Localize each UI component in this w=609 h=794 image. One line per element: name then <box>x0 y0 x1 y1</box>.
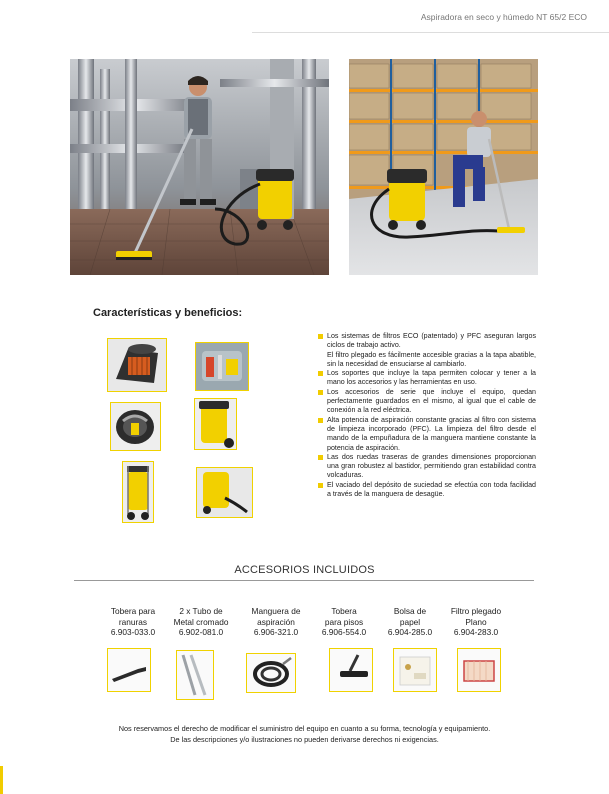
benefit-item: Los soportes que incluye la tapa permiten colocar y tener a la mano los accesorios y las herramientas en uso. <box>318 369 536 388</box>
accessory-code: 6.904-285.0 <box>387 627 433 638</box>
accessory-name-line: Manguera de <box>251 606 301 616</box>
accessory-name-line: para pisos <box>324 616 364 627</box>
benefits-list <box>318 332 536 499</box>
metal-tube-icon <box>176 650 214 700</box>
floor-nozzle-icon <box>329 648 373 692</box>
flat-filter-icon <box>457 648 501 692</box>
thumb-filter-cover <box>107 338 167 392</box>
accessory-code: 6.904-283.0 <box>453 627 499 638</box>
crevice-nozzle-icon <box>107 648 151 692</box>
benefit-item: Los accesorios de serie que incluye el equipo, quedan perfectamente guardados en el mismo, al igual que el cable de conexión a la red eléctrica. <box>318 388 536 416</box>
disclaimer-line: Nos reservamos el derecho de modificar el suministro del equipo en cuanto a su forma, tecnología y equipamiento. <box>118 724 491 733</box>
benefit-item: Las dos ruedas traseras de grandes dimensiones proporcionan una gran robustez al bastidor, permitiendo gran estabilidad contra volcaduras. <box>318 453 536 481</box>
thumb-vacuum-body <box>194 398 237 450</box>
accessory-code: 6.906-554.0 <box>321 627 367 638</box>
bullet-icon <box>318 371 323 376</box>
accessory-flat-filter <box>443 606 509 638</box>
accessory-name-line: Bolsa de <box>393 606 427 616</box>
thumb-rear-wheels <box>122 461 154 523</box>
disclaimer-line: De las descripciones y/o ilustraciones no pueden derivarse derechos ni exigencias. <box>170 734 439 744</box>
benefit-item: El vaciado del depósito de suciedad se efectúa con toda facilidad a través de la manguera de desagüe. <box>318 481 536 500</box>
accessory-name-line: aspiración <box>257 616 295 627</box>
accessory-name-line: Filtro plegado <box>450 606 502 616</box>
accessories-title: ACCESORIOS INCLUIDOS <box>234 564 375 576</box>
factory-photo <box>70 59 329 275</box>
accessory-name-line: Plano <box>465 616 487 627</box>
thumb-lid-holders <box>195 342 249 391</box>
accessory-floor-nozzle <box>311 606 377 638</box>
page-edge-tab <box>0 766 3 794</box>
accessory-name-line: papel <box>399 616 421 627</box>
bullet-icon <box>318 483 323 488</box>
accessory-metal-tube <box>168 606 234 638</box>
accessory-code: 6.906-321.0 <box>253 627 299 638</box>
features-title: Características y beneficios: <box>93 307 243 319</box>
benefit-item-continuation: El filtro plegado es fácilmente accesible gracias a la tapa abatible, sin la necesidad de ensuciarse al cambiarlo. <box>327 350 536 368</box>
accessory-crevice-nozzle <box>100 606 166 638</box>
accessory-paper-bag <box>377 606 443 638</box>
accessory-name-line: Tobera para <box>110 606 156 616</box>
paper-bag-icon <box>393 648 437 692</box>
page-header-title: Aspiradora en seco y húmedo NT 65/2 ECO <box>420 12 587 22</box>
disclaimer <box>0 724 609 745</box>
benefit-item: Los sistemas de filtros ECO (patentado) y PFC aseguran largos ciclos de trabajo activo. <box>318 332 536 351</box>
accessory-name-line: ranuras <box>118 616 148 627</box>
accessory-code: 6.902-081.0 <box>178 627 224 638</box>
warehouse-photo <box>349 59 538 275</box>
thumb-accessory-storage <box>110 402 161 451</box>
bullet-icon <box>318 418 323 423</box>
header-rule <box>252 32 609 33</box>
accessories-rule <box>74 580 534 581</box>
accessory-name-line: Tobera <box>331 606 357 616</box>
bullet-icon <box>318 390 323 395</box>
accessory-code: 6.903-033.0 <box>110 627 156 638</box>
accessory-name-line: Metal cromado <box>173 616 229 627</box>
benefit-item: Alta potencia de aspiración constante gracias al filtro con sistema de limpieza incorporado (PFC). La limpieza del filtro desde el mando de la empuñadura de la manguera mantiene constante la potencia de aspiración. <box>318 416 536 453</box>
bullet-icon <box>318 334 323 339</box>
accessory-name-line: 2 x Tubo de <box>179 606 223 616</box>
accessory-suction-hose <box>243 606 309 638</box>
thumb-drain-hose <box>196 467 253 518</box>
suction-hose-icon <box>246 653 296 693</box>
bullet-icon <box>318 455 323 460</box>
